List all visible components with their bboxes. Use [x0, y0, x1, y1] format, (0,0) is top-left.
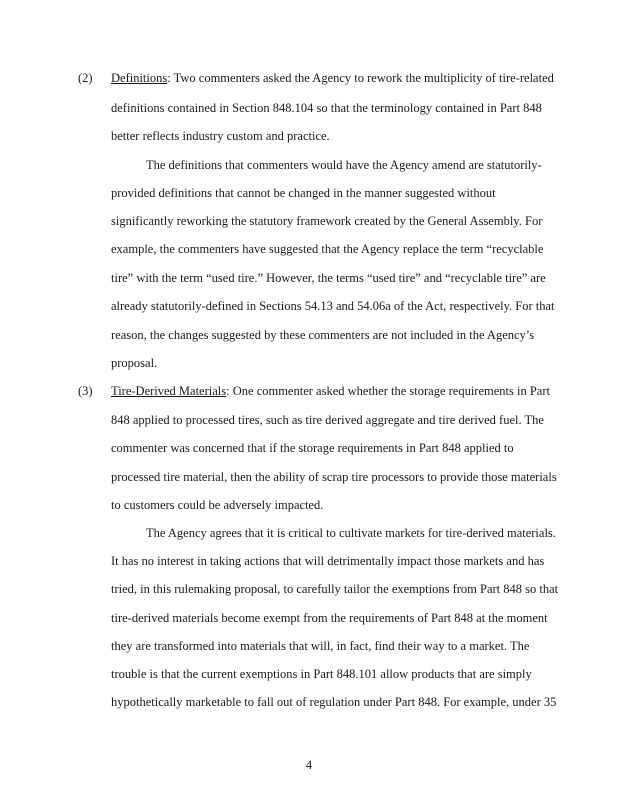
section-number: (3)	[78, 384, 93, 398]
text-line: tire-derived materials become exempt from the requirements of Part 848 at the moment	[111, 611, 548, 625]
text-line: example, the commenters have suggested that the Agency replace the term “recyclable	[111, 242, 544, 256]
text-line: better reflects industry custom and practice.	[111, 129, 330, 143]
text-line: they are transformed into materials that will, in fact, find their way to a market. The	[111, 639, 530, 653]
section-heading: Definitions	[111, 71, 168, 85]
text-line: It has no interest in taking actions that will detrimentally impact those markets and has	[111, 554, 545, 568]
section-first-line	[111, 383, 550, 399]
text-line: The Agency agrees that it is critical to cultivate markets for tire-derived materials.	[146, 526, 556, 540]
text-line: : Two commenters asked the Agency to rework the multiplicity of tire-related	[167, 71, 554, 85]
text-line: trouble is that the current exemptions in Part 848.101 allow products that are simply	[111, 667, 532, 681]
text-line: The definitions that commenters would have the Agency amend are statutorily-	[146, 158, 542, 172]
text-line: commenter was concerned that if the storage requirements in Part 848 applied to	[111, 441, 514, 455]
text-line: reason, the changes suggested by these commenters are not included in the Agency’s	[111, 328, 535, 342]
text-line: tried, in this rulemaking proposal, to carefully tailor the exemptions from Part 848 so that	[111, 582, 559, 596]
text-line: provided definitions that cannot be changed in the manner suggested without	[111, 186, 496, 200]
text-line: processed tire material, then the ability of scrap tire processors to provide those materials	[111, 470, 557, 484]
text-line: tire” with the term “used tire.” However, the terms “used tire” and “recyclable tire” are	[111, 271, 546, 285]
text-line: : One commenter asked whether the storage requirements in Part	[226, 384, 550, 398]
text-line: definitions contained in Section 848.104 so that the terminology contained in Part 848	[111, 101, 542, 115]
text-line: 848 applied to processed tires, such as tire derived aggregate and tire derived fuel. The	[111, 413, 544, 427]
section-first-line	[111, 70, 554, 86]
section-number: (2)	[78, 71, 93, 85]
section-heading: Tire-Derived Materials	[111, 384, 227, 398]
text-line: to customers could be adversely impacted.	[111, 498, 324, 512]
text-line: already statutorily-defined in Sections 54.13 and 54.06a of the Act, respectively. For that	[111, 299, 555, 313]
text-line: hypothetically marketable to fall out of regulation under Part 848. For example, under 35	[111, 695, 557, 709]
text-line: proposal.	[111, 356, 158, 370]
page-number: 4	[305, 758, 313, 772]
text-line: significantly reworking the statutory framework created by the General Assembly. For	[111, 214, 543, 228]
